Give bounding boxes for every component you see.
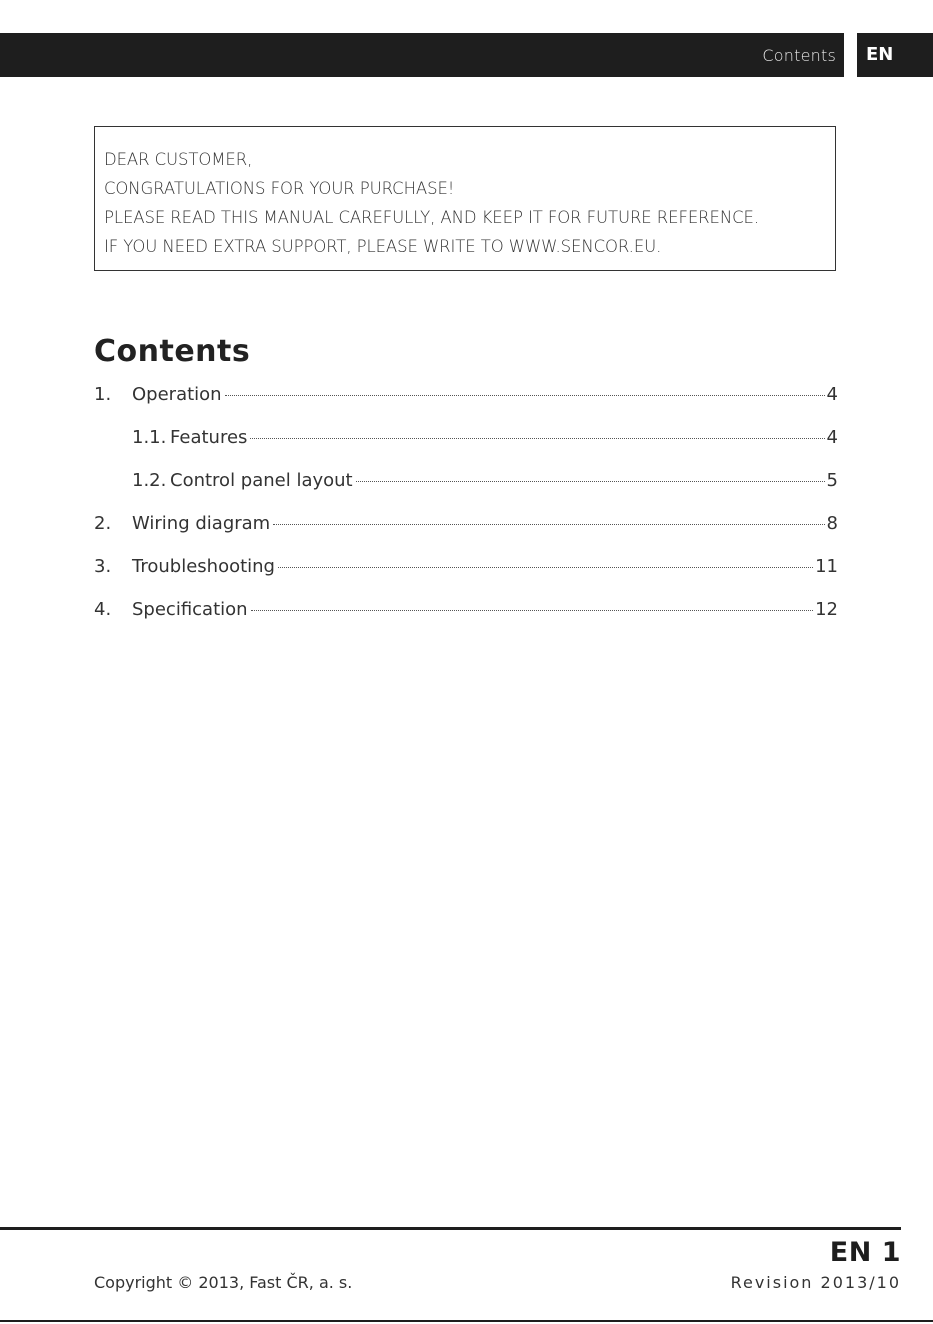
toc-entry-number: 2. (94, 513, 112, 534)
toc-entry-page: 8 (826, 513, 838, 534)
table-of-contents (94, 384, 838, 642)
toc-entry-features[interactable] (94, 427, 838, 470)
footer-copyright: Copyright © 2013, Fast ČR, a. s. (94, 1273, 353, 1292)
customer-notice-box (94, 126, 836, 271)
toc-dot-leader (278, 567, 813, 568)
toc-entry-control-panel-layout[interactable] (94, 470, 838, 513)
toc-entry-page: 12 (815, 599, 838, 620)
toc-entry-number: 4. (94, 599, 112, 620)
footer-revision: Revision 2013/10 (730, 1273, 901, 1292)
notice-support: IF YOU NEED EXTRA SUPPORT, PLEASE WRITE TO WWW.SENCOR.EU. (104, 237, 662, 256)
footer-page-number: EN 1 (829, 1237, 901, 1268)
toc-entry-number: 1. (94, 384, 112, 405)
notice-congratulations: CONGRATULATIONS FOR YOUR PURCHASE! (104, 179, 455, 198)
toc-entry-page: 4 (826, 427, 838, 448)
toc-title: Contents (94, 334, 251, 369)
toc-entry-operation[interactable] (94, 384, 838, 427)
toc-dot-leader (251, 610, 814, 611)
header-bar (0, 33, 844, 77)
toc-dot-leader (250, 438, 824, 439)
header-section-title: Contents (762, 46, 836, 65)
toc-dot-leader (225, 395, 825, 396)
toc-dot-leader (356, 481, 825, 482)
toc-entry-label: Operation (132, 384, 222, 405)
language-tab: EN (857, 33, 933, 77)
notice-read-manual: PLEASE READ THIS MANUAL CAREFULLY, AND KEEP IT FOR FUTURE REFERENCE. (104, 208, 760, 227)
toc-entry-troubleshooting[interactable] (94, 556, 838, 599)
bottom-rule (0, 1320, 933, 1322)
toc-entry-page: 5 (826, 470, 838, 491)
toc-entry-number: 3. (94, 556, 112, 577)
toc-entry-number: 1.1. (132, 427, 167, 448)
toc-entry-label: Wiring diagram (132, 513, 271, 534)
toc-entry-label: Features (170, 427, 248, 448)
toc-entry-label: Control panel layout (170, 470, 353, 491)
toc-entry-page: 11 (815, 556, 838, 577)
footer-rule (0, 1227, 901, 1230)
notice-greeting: DEAR CUSTOMER, (104, 150, 253, 169)
toc-entry-label: Specification (132, 599, 248, 620)
toc-entry-specification[interactable] (94, 599, 838, 642)
toc-dot-leader (273, 524, 824, 525)
toc-entry-number: 1.2. (132, 470, 167, 491)
toc-entry-wiring-diagram[interactable] (94, 513, 838, 556)
toc-entry-label: Troubleshooting (132, 556, 275, 577)
toc-entry-page: 4 (826, 384, 838, 405)
